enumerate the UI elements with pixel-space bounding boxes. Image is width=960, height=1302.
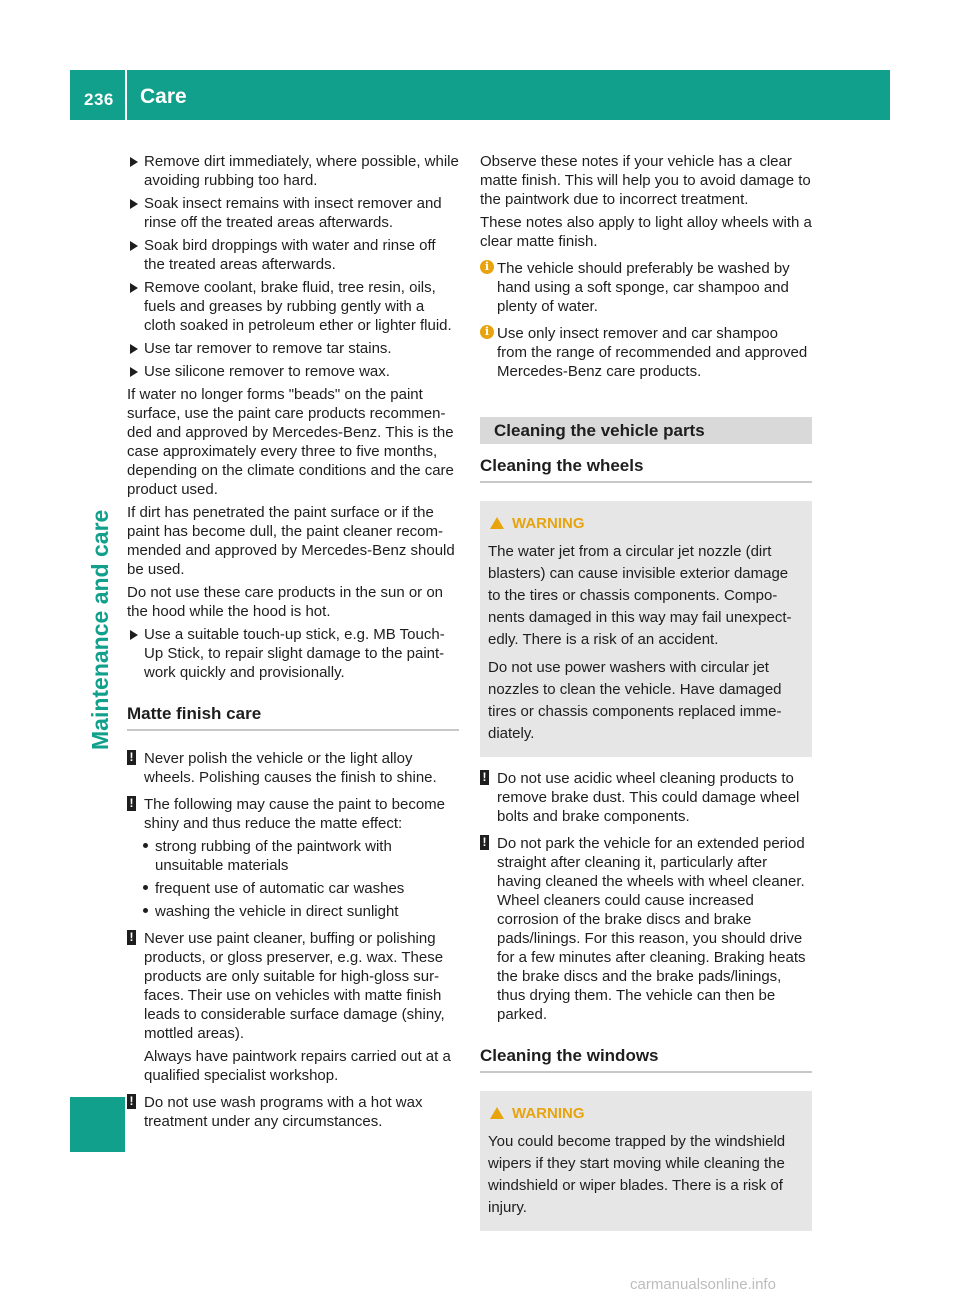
exclamation-icon: ! [480, 770, 489, 785]
arrow-icon [130, 157, 138, 167]
page-number: 236 [84, 90, 114, 109]
exclamation-icon: ! [127, 1094, 136, 1109]
step-item: Use silicone remover to remove wax. [127, 362, 459, 381]
step-item: Soak insect remains with insect remover and rinse off the treated areas afterwards. [127, 194, 459, 232]
warning-title: WARNING [488, 1103, 804, 1125]
paragraph: If dirt has penetrated the paint surface or if the paint has become dull, the paint cleaner recom-mended and approved by Mercedes-Benz should be used. [127, 504, 455, 578]
step-item: Remove coolant, brake fluid, tree resin, oils, fuels and greases by rubbing gently with a cloth soaked in petroleum ether or lighter fluid. [127, 278, 459, 335]
list-item: washing the vehicle in direct sunlight [127, 902, 459, 921]
bullet-icon [143, 908, 148, 913]
paragraph: Do not use these care products in the sun or on the hood while the hood is hot. [127, 584, 444, 620]
arrow-icon [130, 283, 138, 293]
arrow-icon [130, 630, 138, 640]
step-item: Use tar remover to remove tar stains. [127, 339, 459, 358]
list-item: strong rubbing of the paintwork with unsuitable materials [127, 837, 459, 875]
paragraph: These notes also apply to light alloy wheels with a clear matte finish. [480, 214, 812, 250]
exclamation-icon: ! [127, 750, 136, 765]
left-column [127, 152, 459, 1139]
arrow-icon [130, 199, 138, 209]
bullet-icon [143, 843, 148, 848]
caution-note: ! The following may cause the paint to become shiny and thus reduce the matte effect: [127, 795, 459, 833]
wheels-heading: Cleaning the wheels [480, 456, 812, 483]
side-tab-label: Maintenance and care [87, 509, 113, 750]
arrow-icon [130, 367, 138, 377]
info-icon: i [480, 260, 494, 274]
warning-box [480, 501, 812, 757]
warning-text: You could become trapped by the windshield wipers if they start moving while cleaning the windshield or wiper blades. There is a risk of injury. [488, 1133, 786, 1216]
arrow-icon [130, 241, 138, 251]
info-icon: i [480, 325, 494, 339]
warning-icon [490, 1107, 504, 1119]
bullet-icon [143, 885, 148, 890]
step-item: Remove dirt immediately, where possible, while avoiding rubbing too hard. [127, 152, 459, 190]
caution-note: ! Never use paint cleaner, buffing or polishing products, or gloss preserver, e.g. wax. These products are only suitable for high-gloss sur-faces. Their use on vehicles with matte finish leads to considerable surface damage (shiny, mottled areas). Always have paintwork repairs carried out at a qualified specialist workshop. [127, 929, 459, 1085]
paragraph: Observe these notes if your vehicle has a clear matte finish. This will help you to avoid damage to the paintwork due to incorrect treatment. [480, 153, 811, 208]
exclamation-icon: ! [127, 796, 136, 811]
warning-box [480, 1091, 812, 1231]
paragraph: If water no longer forms "beads" on the paint surface, use the paint care products recommen-ded and approved by Mercedes-Benz. This is the case approximately every three to five months, depending on the climate conditions and the care product used. [127, 386, 454, 498]
warning-text: The water jet from a circular jet nozzle (dirt blasters) can cause invisible exterior damage to the tires or chassis components. Compo-nents damaged in this way may fail unexpect-edly. There is a risk of an accident. [488, 543, 792, 648]
header-divider [125, 70, 127, 120]
caution-note-extra: Always have paintwork repairs carried out at a qualified specialist workshop. [144, 1048, 451, 1084]
matte-finish-heading: Matte finish care [127, 704, 459, 731]
caution-note: ! Do not use wash programs with a hot wax treatment under any circumstances. [127, 1093, 459, 1131]
warning-text: Do not use power washers with circular jet nozzles to clean the vehicle. Have damaged tires or chassis components replaced imme-diately. [488, 659, 782, 742]
step-item: Use a suitable touch-up stick, e.g. MB Touch-Up Stick, to repair slight damage to the paint-work quickly and provisionally. [127, 625, 459, 682]
info-note: i The vehicle should preferably be washed by hand using a soft sponge, car shampoo and plenty of water. [480, 259, 812, 316]
side-tab-marker [70, 1097, 125, 1152]
right-column [480, 152, 812, 1243]
caution-note: ! Do not use acidic wheel cleaning products to remove brake dust. This could damage wheel bolts and brake components. [480, 769, 812, 826]
info-note: i Use only insect remover and car shampoo from the range of recommended and approved Mercedes-Benz care products. [480, 324, 812, 381]
section-heading: Cleaning the vehicle parts [480, 417, 812, 444]
exclamation-icon: ! [480, 835, 489, 850]
warning-icon [490, 517, 504, 529]
page-title: Care [140, 85, 187, 108]
caution-note: ! Never polish the vehicle or the light alloy wheels. Polishing causes the finish to shine. [127, 749, 459, 787]
step-item: Soak bird droppings with water and rinse off the treated areas afterwards. [127, 236, 459, 274]
windows-heading: Cleaning the windows [480, 1046, 812, 1073]
warning-title: WARNING [488, 513, 804, 535]
header-bar [70, 70, 890, 120]
list-item: frequent use of automatic car washes [127, 879, 459, 898]
arrow-icon [130, 344, 138, 354]
exclamation-icon: ! [127, 930, 136, 945]
watermark: carmanualsonline.info [630, 1276, 776, 1293]
caution-note: ! Do not park the vehicle for an extended period straight after cleaning it, particularly after having cleaned the wheels with wheel cleaner. Wheel cleaners could cause increased corrosion of the brake discs and brake pads/linings. For this reason, you should drive for a few minutes after cleaning. Braking heats the brake discs and the brake pads/linings, thus drying them. The vehicle can then be parked. [480, 834, 812, 1024]
